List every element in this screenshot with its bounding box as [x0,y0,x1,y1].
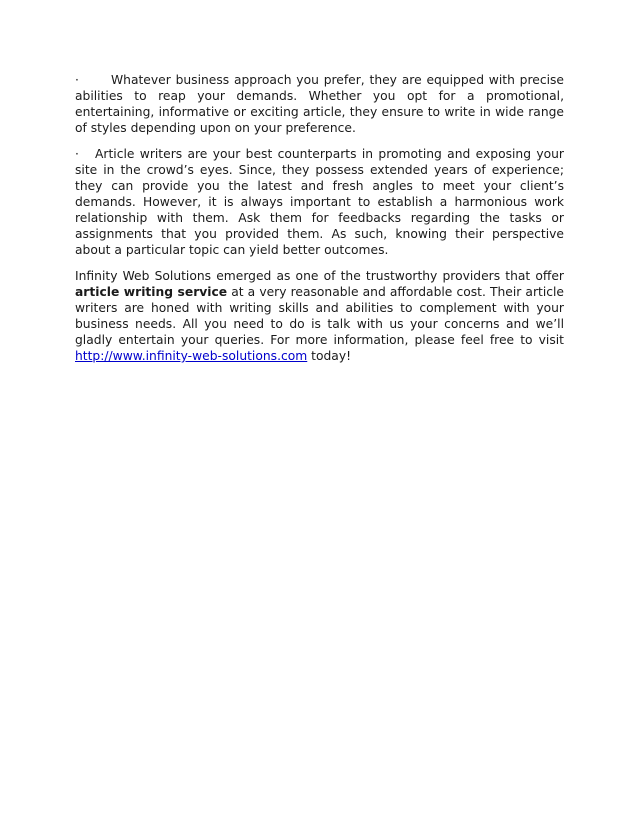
paragraph-2 [75,146,564,258]
paragraph-3-ending: today! [307,349,352,363]
paragraph-3-intro: Infinity Web Solutions emerged as one of the trustworthy providers that offer [75,269,564,283]
paragraph-1-text: Whatever business approach you prefer, they are equipped with precise abilities to reap your demands. Whether you opt for a promotional, entertaining, informative or exciting article, they ensure to write in wide range of styles depending upon on your preference. [75,73,564,135]
bullet: · [75,73,79,87]
paragraph-2-text: Article writers are your best counterparts in promoting and exposing your site in the crowd’s eyes. Since, they possess extended years of experience; they can provide you the latest and fresh angles to meet your client’s demands. However, it is always important to establish a harmonious work relationship with them. Ask them for feedbacks regarding the tasks or assignments that you provided them. As such, knowing their perspective about a particular topic can yield better outcomes. [75,147,564,257]
paragraph-3-body: at a very reasonable and affordable cost. Their article writers are honed with writing skills and abilities to complement with your business needs. All you need to do is talk with us your concerns and we’ll gladly entertain your queries. For more information, please feel free to visit [75,285,564,347]
document-page [75,72,564,374]
website-link[interactable]: http://www.infinity-web-solutions.com [75,349,308,363]
paragraph-3 [75,268,564,364]
service-keyword: article writing service [75,285,228,299]
paragraph-1 [75,72,564,136]
bullet: · [75,147,79,161]
